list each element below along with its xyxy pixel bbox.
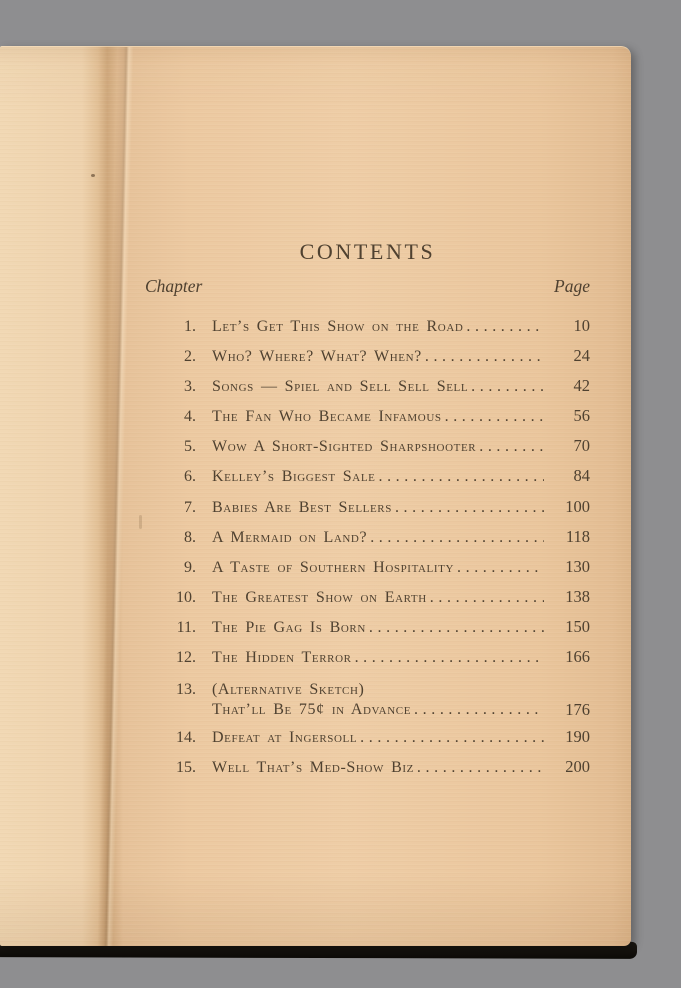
toc-entry [145,522,590,552]
entry-number: 1. [184,318,196,335]
entry-title-block [212,372,552,402]
entry-number: 5. [184,438,196,456]
toc-entry [145,461,590,491]
dot-leader [466,312,544,342]
toc-header [145,276,590,296]
entry-title-block [212,753,552,783]
entry-page-number: 84 [573,466,590,486]
dot-leader [369,613,544,643]
entry-title: Defeat at Ingersoll [212,729,358,747]
entry-title-block [212,312,552,342]
entry-title-block [212,643,552,673]
entry-number: 3. [184,378,196,396]
entry-page-number: 150 [565,616,590,636]
page-title: CONTENTS [299,239,436,264]
toc-entry [145,722,590,752]
entry-title: Well That’s Med-Show Biz [212,759,414,777]
toc-entry [145,492,590,522]
entry-title: A Mermaid on Land? [212,528,368,546]
entry-page-number: 118 [565,526,590,546]
entry-title: The Fan Who Became Infamous [212,408,442,426]
chapter-column-label: Chapter [145,276,203,296]
dot-leader [425,342,544,372]
entry-page-number: 190 [565,727,590,747]
entry-title: The Pie Gag Is Born [212,618,366,636]
page-gutter-crease [97,46,134,946]
toc-list [145,311,590,782]
book-page [0,46,631,946]
entry-number: 4. [184,408,196,426]
entry-number: 2. [184,348,196,366]
entry-page-number: 10 [573,316,590,335]
toc-entry [145,341,590,371]
entry-page-number: 176 [565,700,590,720]
toc-entry [145,612,590,642]
paper-speck [91,174,95,177]
dot-leader [378,462,544,492]
entry-number: 12. [176,649,196,667]
entry-number: 13. [176,681,196,699]
entry-title: The Hidden Terror [212,649,352,667]
entry-title: (Alternative Sketch) [212,681,365,699]
entry-page-number: 138 [565,586,590,606]
entry-title-line2 [212,700,552,720]
entry-title-block [212,493,552,523]
toc-entry [145,642,590,672]
entry-title: Wow A Short-Sighted Sharpshooter [212,438,477,456]
entry-number: 14. [176,729,196,747]
entry-subtitle: That’ll Be 75¢ in Advance [212,701,412,719]
page-column-label: Page [554,276,590,296]
paper-smudge [139,515,142,529]
entry-title: Babies Are Best Sellers [212,498,392,516]
entry-title: Songs — Spiel and Sell Sell Sell [212,378,469,396]
entry-title-block [212,613,552,643]
dot-leader [430,583,544,613]
entry-title: A Taste of Southern Hospitality [212,558,454,576]
contents-page [145,47,590,946]
dot-leader [414,700,544,720]
entry-title-block [212,342,552,372]
dot-leader [457,553,544,583]
entry-number: 8. [184,528,196,546]
entry-title-block [212,553,552,583]
entry-title-block [212,583,552,613]
entry-page-number: 24 [573,346,590,366]
entry-title-block [212,523,552,553]
dot-leader [479,432,544,462]
dot-leader [355,643,544,673]
toc-entry [145,371,590,401]
toc-entry [145,431,590,461]
toc-entry [145,401,590,431]
entry-page-number: 70 [573,436,590,456]
entry-title: Who? Where? What? When? [212,348,422,366]
dot-leader [417,753,544,783]
entry-title: Kelley’s Biggest Sale [212,468,376,486]
toc-entry [145,672,590,720]
entry-title-block [212,680,552,720]
entry-title: The Greatest Show on Earth [212,588,427,606]
dot-leader [360,723,544,753]
entry-title-block [212,402,552,432]
entry-number: 9. [184,558,196,576]
entry-title: Let’s Get This Show on the Road [212,318,464,335]
entry-title-block [212,723,552,753]
toc-entry [145,752,590,782]
dot-leader [471,372,544,402]
entry-number: 15. [176,759,196,777]
toc-entry [145,311,590,341]
entry-number: 11. [176,618,196,636]
entry-page-number: 200 [565,757,590,777]
dot-leader [370,523,544,553]
entry-page-number: 100 [565,496,590,516]
toc-entry [145,582,590,612]
entry-title-block [212,432,552,462]
entry-page-number: 56 [573,406,590,426]
entry-number: 6. [184,468,196,486]
dot-leader [445,402,544,432]
dot-leader [395,493,544,523]
toc-entry [145,552,590,582]
entry-title-block [212,462,552,492]
entry-page-number: 42 [573,376,590,396]
entry-page-number: 166 [565,647,590,667]
entry-number: 7. [184,498,196,516]
entry-number: 10. [176,588,196,606]
entry-page-number: 130 [565,556,590,576]
